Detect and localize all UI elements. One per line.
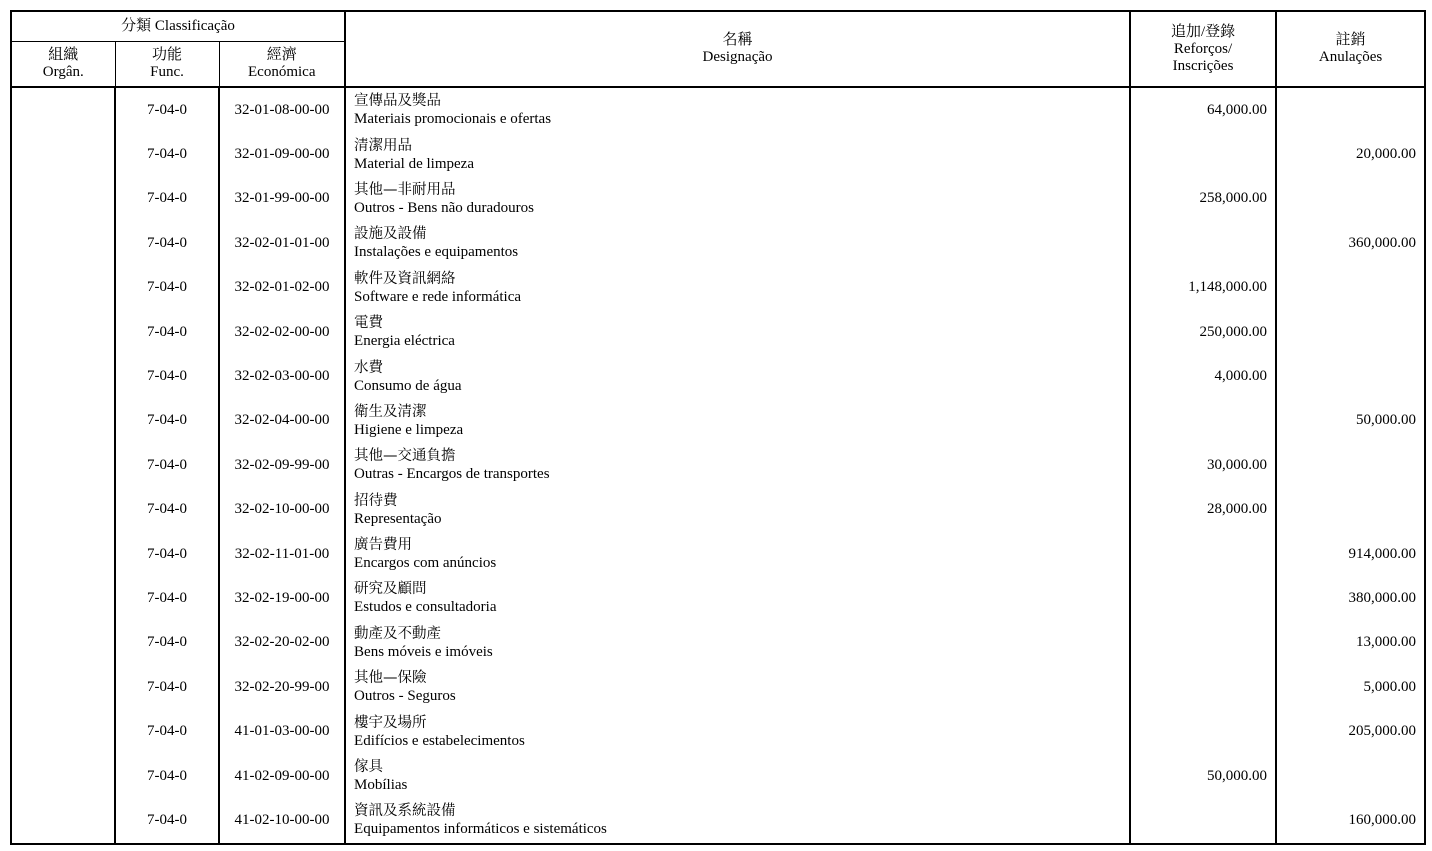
designation-zh: 宣傳品及獎品 bbox=[354, 93, 442, 110]
function-code-cell: 7-04-0 bbox=[115, 221, 219, 265]
economic-code-cell: 32-02-09-99-00 bbox=[219, 443, 345, 487]
economic-code-cell: 32-01-09-00-00 bbox=[219, 132, 345, 176]
designation-zh: 傢具 bbox=[354, 759, 384, 776]
designation-pt: Outros - Bens não duradouros bbox=[354, 199, 535, 216]
table-row bbox=[11, 132, 1425, 176]
annulment-amount-cell: 360,000.00 bbox=[1276, 221, 1425, 265]
annulment-amount-cell: 5,000.00 bbox=[1276, 665, 1425, 709]
annulment-amount-cell: 13,000.00 bbox=[1276, 621, 1425, 665]
reinforcement-amount-cell bbox=[1130, 399, 1276, 443]
table-row bbox=[11, 266, 1425, 310]
reinforcement-amount-cell bbox=[1130, 532, 1276, 576]
economic-header bbox=[219, 42, 345, 87]
designation-zh: 研究及顧問 bbox=[354, 581, 427, 598]
organ-cell bbox=[11, 665, 115, 709]
designation-pt: Software e rede informática bbox=[354, 288, 522, 305]
reinforcement-amount-cell bbox=[1130, 621, 1276, 665]
economic-code-cell: 32-01-08-00-00 bbox=[219, 87, 345, 132]
table-body bbox=[11, 87, 1425, 844]
economic-code-cell: 41-01-03-00-00 bbox=[219, 709, 345, 753]
function-code-cell: 7-04-0 bbox=[115, 354, 219, 398]
reinforcements-header-pt1: Reforços/ bbox=[1173, 40, 1233, 57]
table-row bbox=[11, 354, 1425, 398]
function-code-cell: 7-04-0 bbox=[115, 488, 219, 532]
reinforcement-amount-cell: 50,000.00 bbox=[1130, 754, 1276, 798]
table-row bbox=[11, 576, 1425, 620]
reinforcement-amount-cell: 28,000.00 bbox=[1130, 488, 1276, 532]
organ-cell bbox=[11, 266, 115, 310]
reinforcement-amount-cell bbox=[1130, 132, 1276, 176]
organ-cell bbox=[11, 576, 115, 620]
organ-cell bbox=[11, 310, 115, 354]
table-header bbox=[11, 11, 1425, 87]
reinforcement-amount-cell bbox=[1130, 576, 1276, 620]
table-row bbox=[11, 665, 1425, 709]
designation-zh: 其他—保險 bbox=[354, 670, 427, 687]
reinforcement-amount-cell bbox=[1130, 221, 1276, 265]
function-header bbox=[115, 42, 219, 87]
designation-cell bbox=[345, 354, 1130, 398]
table-row bbox=[11, 798, 1425, 843]
annulment-amount-cell bbox=[1276, 488, 1425, 532]
function-header-pt: Func. bbox=[150, 64, 184, 81]
designation-zh: 衛生及清潔 bbox=[354, 403, 427, 420]
organ-cell bbox=[11, 754, 115, 798]
economic-code-cell: 32-02-19-00-00 bbox=[219, 576, 345, 620]
designation-cell bbox=[345, 709, 1130, 753]
economic-code-cell: 32-02-10-00-00 bbox=[219, 488, 345, 532]
organ-cell bbox=[11, 443, 115, 487]
table-row bbox=[11, 310, 1425, 354]
table-row bbox=[11, 488, 1425, 532]
organ-cell bbox=[11, 709, 115, 753]
designation-zh: 廣告費用 bbox=[354, 537, 413, 554]
annulment-amount-cell: 914,000.00 bbox=[1276, 532, 1425, 576]
designation-pt: Materiais promocionais e ofertas bbox=[354, 111, 552, 128]
designation-header bbox=[345, 11, 1130, 87]
economic-header-pt: Económica bbox=[248, 64, 316, 81]
designation-cell bbox=[345, 488, 1130, 532]
reinforcements-header bbox=[1130, 11, 1276, 87]
annulment-amount-cell bbox=[1276, 310, 1425, 354]
reinforcement-amount-cell: 1,148,000.00 bbox=[1130, 266, 1276, 310]
economic-code-cell: 41-02-09-00-00 bbox=[219, 754, 345, 798]
annulment-amount-cell: 20,000.00 bbox=[1276, 132, 1425, 176]
reinforcement-amount-cell: 4,000.00 bbox=[1130, 354, 1276, 398]
function-code-cell: 7-04-0 bbox=[115, 266, 219, 310]
organ-cell bbox=[11, 177, 115, 221]
classification-header: 分類 Classificação bbox=[11, 11, 345, 42]
reinforcement-amount-cell: 258,000.00 bbox=[1130, 177, 1276, 221]
function-header-zh: 功能 bbox=[151, 47, 182, 64]
designation-zh: 電費 bbox=[354, 315, 384, 332]
annulment-amount-cell bbox=[1276, 266, 1425, 310]
designation-cell bbox=[345, 399, 1130, 443]
designation-zh: 清潔用品 bbox=[354, 137, 413, 154]
designation-zh: 動產及不動產 bbox=[354, 625, 442, 642]
designation-cell bbox=[345, 754, 1130, 798]
designation-pt: Higiene e limpeza bbox=[354, 421, 464, 438]
function-code-cell: 7-04-0 bbox=[115, 754, 219, 798]
designation-header-zh: 名稱 bbox=[722, 32, 753, 48]
designation-cell bbox=[345, 132, 1130, 176]
annulment-amount-cell bbox=[1276, 754, 1425, 798]
function-code-cell: 7-04-0 bbox=[115, 798, 219, 843]
annulment-amount-cell bbox=[1276, 443, 1425, 487]
economic-code-cell: 32-02-20-99-00 bbox=[219, 665, 345, 709]
function-code-cell: 7-04-0 bbox=[115, 665, 219, 709]
annulment-amount-cell: 205,000.00 bbox=[1276, 709, 1425, 753]
designation-pt: Mobílias bbox=[354, 777, 408, 794]
table-row bbox=[11, 399, 1425, 443]
annulment-amount-cell: 160,000.00 bbox=[1276, 798, 1425, 843]
designation-cell bbox=[345, 87, 1130, 132]
annulments-header-zh: 註銷 bbox=[1335, 32, 1366, 48]
designation-pt: Estudos e consultadoria bbox=[354, 599, 497, 616]
designation-zh: 其他—非耐用品 bbox=[354, 181, 456, 198]
designation-zh: 招待費 bbox=[354, 492, 398, 509]
reinforcement-amount-cell: 64,000.00 bbox=[1130, 87, 1276, 132]
designation-cell bbox=[345, 266, 1130, 310]
organ-header-pt: Orgân. bbox=[42, 64, 84, 81]
organ-cell bbox=[11, 532, 115, 576]
organ-header-zh: 組織 bbox=[48, 47, 79, 64]
reinforcement-amount-cell: 250,000.00 bbox=[1130, 310, 1276, 354]
organ-cell bbox=[11, 87, 115, 132]
designation-cell bbox=[345, 532, 1130, 576]
function-code-cell: 7-04-0 bbox=[115, 177, 219, 221]
designation-pt: Instalações e equipamentos bbox=[354, 244, 519, 261]
designation-cell bbox=[345, 798, 1130, 843]
economic-code-cell: 32-02-03-00-00 bbox=[219, 354, 345, 398]
annulments-header-pt: Anulações bbox=[1318, 49, 1383, 65]
function-code-cell: 7-04-0 bbox=[115, 310, 219, 354]
organ-cell bbox=[11, 132, 115, 176]
annulment-amount-cell bbox=[1276, 87, 1425, 132]
economic-code-cell: 32-02-11-01-00 bbox=[219, 532, 345, 576]
economic-header-zh: 經濟 bbox=[266, 47, 297, 64]
designation-pt: Edifícios e estabelecimentos bbox=[354, 732, 525, 749]
designation-zh: 設施及設備 bbox=[354, 226, 427, 243]
designation-zh: 軟件及資訊網絡 bbox=[354, 270, 456, 287]
designation-pt: Bens móveis e imóveis bbox=[354, 643, 493, 660]
economic-code-cell: 32-02-01-01-00 bbox=[219, 221, 345, 265]
designation-cell bbox=[345, 621, 1130, 665]
function-code-cell: 7-04-0 bbox=[115, 709, 219, 753]
designation-pt: Outras - Encargos de transportes bbox=[354, 466, 550, 483]
designation-pt: Consumo de água bbox=[354, 377, 462, 394]
designation-zh: 水費 bbox=[354, 359, 384, 376]
reinforcement-amount-cell: 30,000.00 bbox=[1130, 443, 1276, 487]
reinforcement-amount-cell bbox=[1130, 665, 1276, 709]
designation-zh: 資訊及系統設備 bbox=[354, 803, 456, 820]
organ-cell bbox=[11, 354, 115, 398]
designation-pt: Equipamentos informáticos e sistemáticos bbox=[354, 821, 607, 838]
designation-pt: Representação bbox=[354, 510, 442, 527]
designation-pt: Material de limpeza bbox=[354, 155, 474, 172]
designation-cell bbox=[345, 665, 1130, 709]
organ-header bbox=[11, 42, 115, 87]
economic-code-cell: 32-02-02-00-00 bbox=[219, 310, 345, 354]
designation-cell bbox=[345, 310, 1130, 354]
organ-cell bbox=[11, 621, 115, 665]
function-code-cell: 7-04-0 bbox=[115, 399, 219, 443]
reinforcement-amount-cell bbox=[1130, 709, 1276, 753]
function-code-cell: 7-04-0 bbox=[115, 532, 219, 576]
economic-code-cell: 41-02-10-00-00 bbox=[219, 798, 345, 843]
reinforcements-header-zh: 追加/登錄 bbox=[1170, 23, 1236, 40]
designation-pt: Outros - Seguros bbox=[354, 688, 456, 705]
annulment-amount-cell: 380,000.00 bbox=[1276, 576, 1425, 620]
designation-zh: 其他—交通負擔 bbox=[354, 448, 456, 465]
function-code-cell: 7-04-0 bbox=[115, 132, 219, 176]
designation-cell bbox=[345, 576, 1130, 620]
annulment-amount-cell bbox=[1276, 177, 1425, 221]
function-code-cell: 7-04-0 bbox=[115, 87, 219, 132]
table-row bbox=[11, 87, 1425, 132]
table-row bbox=[11, 754, 1425, 798]
annulment-amount-cell: 50,000.00 bbox=[1276, 399, 1425, 443]
table-row bbox=[11, 709, 1425, 753]
table-row bbox=[11, 177, 1425, 221]
annulments-header bbox=[1276, 11, 1425, 87]
table-row bbox=[11, 532, 1425, 576]
budget-table bbox=[10, 10, 1426, 845]
designation-cell bbox=[345, 443, 1130, 487]
economic-code-cell: 32-01-99-00-00 bbox=[219, 177, 345, 221]
table-row bbox=[11, 221, 1425, 265]
organ-cell bbox=[11, 798, 115, 843]
designation-pt: Encargos com anúncios bbox=[354, 555, 497, 572]
designation-pt: Energia eléctrica bbox=[354, 333, 455, 350]
function-code-cell: 7-04-0 bbox=[115, 621, 219, 665]
annulment-amount-cell bbox=[1276, 354, 1425, 398]
designation-cell bbox=[345, 177, 1130, 221]
designation-zh: 樓宇及場所 bbox=[354, 714, 427, 731]
function-code-cell: 7-04-0 bbox=[115, 443, 219, 487]
organ-cell bbox=[11, 221, 115, 265]
reinforcement-amount-cell bbox=[1130, 798, 1276, 843]
economic-code-cell: 32-02-01-02-00 bbox=[219, 266, 345, 310]
organ-cell bbox=[11, 399, 115, 443]
designation-cell bbox=[345, 221, 1130, 265]
table-row bbox=[11, 621, 1425, 665]
economic-code-cell: 32-02-20-02-00 bbox=[219, 621, 345, 665]
reinforcements-header-pt2: Inscrições bbox=[1172, 57, 1234, 74]
table-row bbox=[11, 443, 1425, 487]
organ-cell bbox=[11, 488, 115, 532]
designation-header-pt: Designação bbox=[702, 49, 773, 65]
economic-code-cell: 32-02-04-00-00 bbox=[219, 399, 345, 443]
function-code-cell: 7-04-0 bbox=[115, 576, 219, 620]
